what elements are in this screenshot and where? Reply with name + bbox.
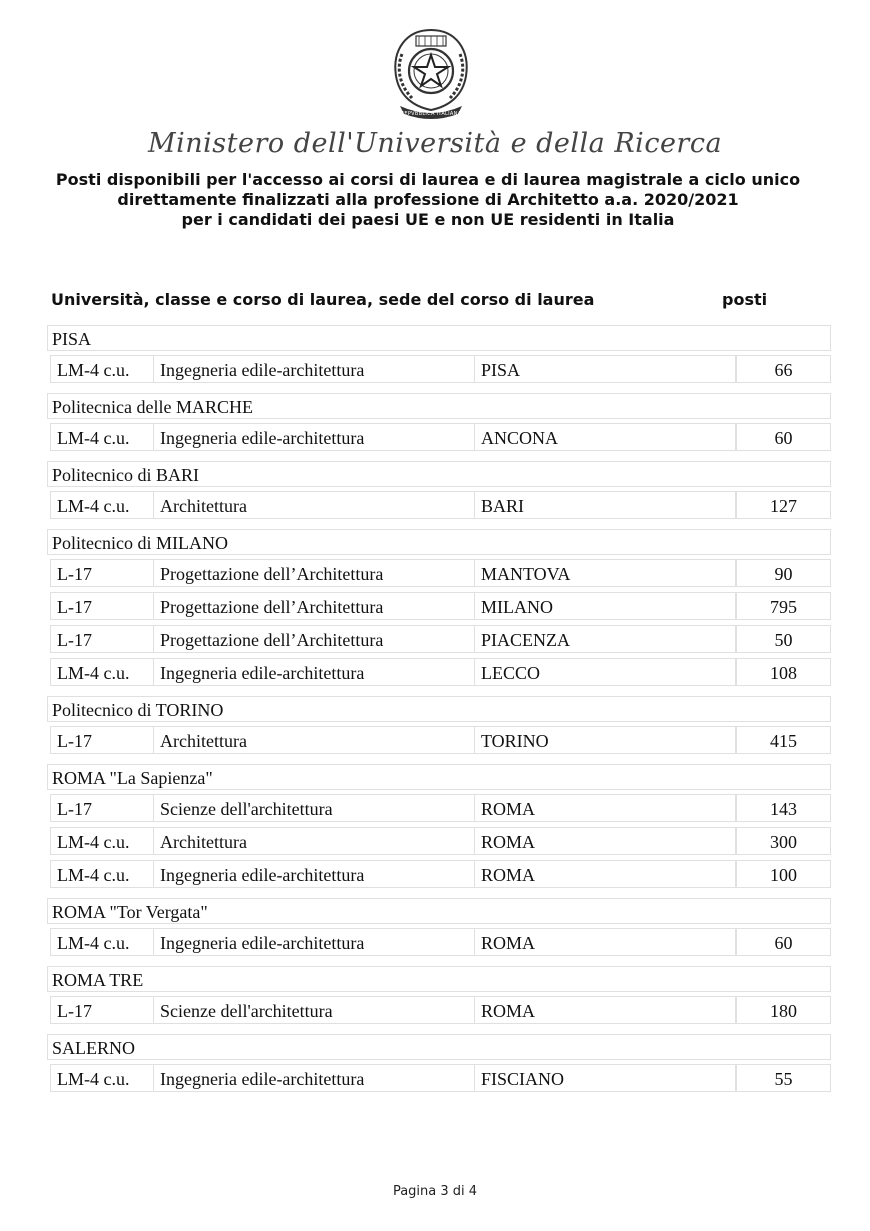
course-class: L-17 [50, 625, 154, 653]
course-class: LM-4 c.u. [50, 860, 154, 888]
course-row [47, 658, 831, 688]
course-name: Scienze dell'architettura [153, 794, 475, 822]
course-seat: LECCO [474, 658, 736, 686]
course-seat: PIACENZA [474, 625, 736, 653]
university-row: ROMA "Tor Vergata" [47, 898, 831, 924]
course-name: Architettura [153, 827, 475, 855]
course-posti: 90 [736, 559, 831, 587]
university-row: SALERNO [47, 1034, 831, 1060]
places-table [47, 325, 831, 1102]
course-row [47, 794, 831, 824]
column-header-posti: posti [722, 290, 768, 309]
course-name: Architettura [153, 726, 475, 754]
course-class: LM-4 c.u. [50, 423, 154, 451]
course-seat: BARI [474, 491, 736, 519]
course-posti: 415 [736, 726, 831, 754]
course-posti: 127 [736, 491, 831, 519]
course-posti: 60 [736, 928, 831, 956]
course-posti: 100 [736, 860, 831, 888]
course-name: Progettazione dell’Architettura [153, 559, 475, 587]
course-name: Scienze dell'architettura [153, 996, 475, 1024]
column-header-main: Università, classe e corso di laurea, sede del corso di laurea [51, 290, 595, 309]
document-title [0, 170, 856, 230]
course-row [47, 996, 831, 1026]
course-class: LM-4 c.u. [50, 355, 154, 383]
course-row [47, 860, 831, 890]
course-class: LM-4 c.u. [50, 827, 154, 855]
course-row [47, 1064, 831, 1094]
course-seat: ROMA [474, 996, 736, 1024]
course-seat: ROMA [474, 928, 736, 956]
course-row [47, 928, 831, 958]
course-row [47, 423, 831, 453]
course-posti: 66 [736, 355, 831, 383]
ministry-name: Ministero dell'Università e della Ricerca [147, 128, 723, 159]
course-posti: 50 [736, 625, 831, 653]
course-posti: 300 [736, 827, 831, 855]
course-posti: 795 [736, 592, 831, 620]
course-seat: TORINO [474, 726, 736, 754]
university-row: Politecnico di TORINO [47, 696, 831, 722]
course-row [47, 559, 831, 589]
course-class: LM-4 c.u. [50, 658, 154, 686]
course-seat: ANCONA [474, 423, 736, 451]
university-row: Politecnico di MILANO [47, 529, 831, 555]
course-name: Ingegneria edile-architettura [153, 658, 475, 686]
course-posti: 143 [736, 794, 831, 822]
course-class: LM-4 c.u. [50, 491, 154, 519]
course-row [47, 625, 831, 655]
course-row [47, 726, 831, 756]
course-seat: ROMA [474, 794, 736, 822]
course-class: L-17 [50, 726, 154, 754]
svg-text:REPVBBLICA ITALIANA: REPVBBLICA ITALIANA [400, 111, 462, 117]
course-class: L-17 [50, 559, 154, 587]
course-name: Ingegneria edile-architettura [153, 423, 475, 451]
title-line: direttamente finalizzati alla professione di Architetto a.a. 2020/2021 [117, 190, 739, 209]
course-seat: FISCIANO [474, 1064, 736, 1092]
course-row [47, 491, 831, 521]
course-name: Ingegneria edile-architettura [153, 355, 475, 383]
university-row: Politecnico di BARI [47, 461, 831, 487]
university-row: ROMA "La Sapienza" [47, 764, 831, 790]
title-line: Posti disponibili per l'accesso ai corsi di laurea e di laurea magistrale a ciclo unico [55, 170, 801, 189]
university-row: Politecnica delle MARCHE [47, 393, 831, 419]
course-class: L-17 [50, 592, 154, 620]
course-seat: ROMA [474, 827, 736, 855]
italian-republic-emblem [386, 24, 476, 122]
course-name: Architettura [153, 491, 475, 519]
title-line: per i candidati dei paesi UE e non UE residenti in Italia [181, 210, 675, 229]
course-name: Progettazione dell’Architettura [153, 625, 475, 653]
course-row [47, 355, 831, 385]
course-posti: 55 [736, 1064, 831, 1092]
course-posti: 108 [736, 658, 831, 686]
page-number: Pagina 3 di 4 [392, 1184, 478, 1199]
course-posti: 180 [736, 996, 831, 1024]
course-class: LM-4 c.u. [50, 928, 154, 956]
course-seat: PISA [474, 355, 736, 383]
course-row [47, 592, 831, 622]
course-posti: 60 [736, 423, 831, 451]
course-seat: ROMA [474, 860, 736, 888]
university-row: ROMA TRE [47, 966, 831, 992]
course-name: Ingegneria edile-architettura [153, 1064, 475, 1092]
course-name: Ingegneria edile-architettura [153, 860, 475, 888]
course-class: L-17 [50, 996, 154, 1024]
course-seat: MANTOVA [474, 559, 736, 587]
course-class: L-17 [50, 794, 154, 822]
university-row: PISA [47, 325, 831, 351]
course-name: Progettazione dell’Architettura [153, 592, 475, 620]
course-name: Ingegneria edile-architettura [153, 928, 475, 956]
course-row [47, 827, 831, 857]
course-class: LM-4 c.u. [50, 1064, 154, 1092]
course-seat: MILANO [474, 592, 736, 620]
